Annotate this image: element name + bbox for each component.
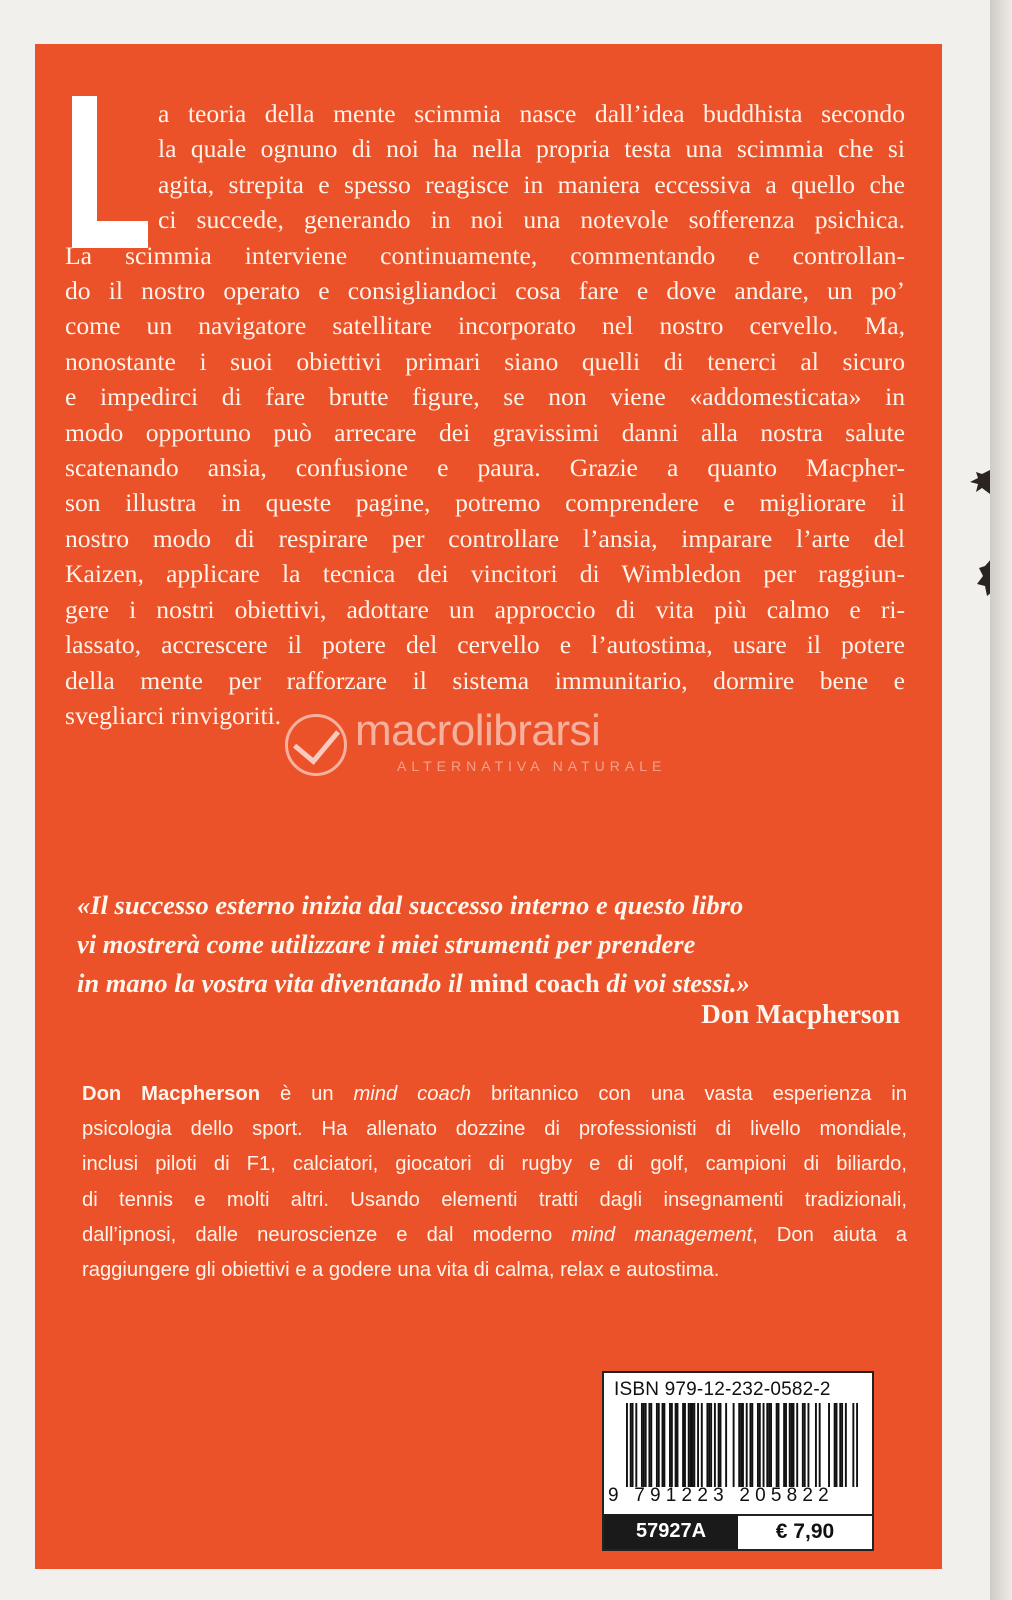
barcode-bars — [626, 1403, 858, 1487]
bio-line — [82, 1218, 907, 1253]
barcode-bar — [733, 1403, 735, 1487]
barcode-bar — [778, 1403, 780, 1487]
bio-fragment: dall’ipnosi, dalle neuroscienze e dal moderno — [82, 1223, 572, 1246]
barcode-bar — [804, 1403, 806, 1487]
bio-line: psicologia dello sport. Ha allenato dozzine di professionisti di livello mondiale, — [82, 1118, 907, 1141]
barcode-bar — [819, 1403, 821, 1487]
intro-line: ci succede, generando in noi una notevole sofferenza psichica. — [158, 205, 905, 235]
intro-line: a teoria della mente scimmia nasce dall’idea buddhista secondo — [158, 99, 905, 128]
barcode-bar — [742, 1403, 744, 1487]
barcode-bar — [697, 1403, 699, 1487]
barcode-bar — [641, 1403, 643, 1487]
quote-line: vi mostrerà come utilizzare i miei strumenti per prendere — [77, 929, 696, 959]
barcode-label — [602, 1371, 874, 1551]
bio-fragment-italic: mind management — [571, 1223, 753, 1246]
intro-line: nostro modo di respirare per controllare l’ansia, imparare l’arte del — [65, 523, 905, 553]
barcode-bar — [841, 1403, 843, 1487]
intro-line: La scimmia interviene continuamente, commentando e controllan- — [65, 240, 905, 270]
barcode-bar — [684, 1403, 686, 1487]
barcode-bar — [706, 1403, 708, 1487]
barcode-bar — [796, 1403, 798, 1487]
quote-fragment-upright: mind coach — [469, 968, 600, 998]
barcode-bar — [776, 1403, 778, 1487]
barcode-bar — [836, 1403, 838, 1487]
bio-line: inclusi piloti di F1, calciatori, giocatori di rugby e di golf, campioni di biliardo, — [82, 1153, 907, 1176]
barcode-bar — [671, 1403, 673, 1487]
barcode-bar — [669, 1403, 671, 1487]
intro-line: son illustra in queste pagine, potremo comprendere e migliorare il — [65, 488, 905, 518]
barcode-bar — [701, 1403, 703, 1487]
barcode-bar — [770, 1403, 772, 1487]
barcode-bar — [768, 1403, 770, 1487]
barcode-bar — [852, 1403, 854, 1487]
macrolibrarsi-watermark — [285, 706, 705, 796]
page-edge-shadow — [990, 0, 1012, 1600]
barcode-bar — [757, 1403, 759, 1487]
quote-line: «Il successo esterno inizia dal successo interno e questo libro — [77, 890, 744, 920]
barcode-bar — [708, 1403, 710, 1487]
intro-line: do il nostro operato e consigliandoci cosa fare e dove andare, un po’ — [65, 276, 905, 306]
barcode-bar — [828, 1403, 830, 1487]
bio-fragment-italic: mind coach — [353, 1083, 472, 1105]
watermark-name: macrolibrarsi — [355, 706, 601, 755]
barcode-bar — [834, 1403, 836, 1487]
edge-silhouette-icon — [968, 468, 990, 498]
barcode-bar — [691, 1403, 693, 1487]
barcode-bar — [759, 1403, 761, 1487]
barcode-bar — [677, 1403, 679, 1487]
pull-quote — [77, 886, 907, 1003]
intro-text — [65, 96, 905, 733]
intro-line: gere i nostri obiettivi, adottare un approccio di vita più calmo e ri- — [65, 594, 905, 624]
barcode-bar — [630, 1403, 632, 1487]
bio-fragment: è un — [260, 1083, 354, 1105]
barcode-bar — [645, 1403, 647, 1487]
intro-line: e impedirci di fare brutte figure, se non viene «addomesticata» in — [65, 382, 905, 412]
intro-line: come un navigatore satellitare incorporato nel nostro cervello. Ma, — [65, 311, 905, 341]
orange-panel — [35, 44, 942, 1569]
barcode-bar — [650, 1403, 652, 1487]
barcode-bar — [725, 1403, 727, 1487]
barcode-bar — [688, 1403, 690, 1487]
bio-fragment: , Don aiuta a — [752, 1223, 907, 1246]
barcode-bar — [682, 1403, 684, 1487]
quote-fragment: di voi stessi.» — [599, 968, 750, 998]
intro-line: svegliarci rinvigoriti. — [65, 700, 282, 730]
barcode-bar — [746, 1403, 748, 1487]
product-code: 57927A — [604, 1514, 738, 1549]
intro-line: scatenando ansia, confusione e paura. Grazie a quanto Macpher- — [65, 453, 905, 483]
bio-line: di tennis e molti altri. Usando elementi tratti dagli insegnamenti tradizionali, — [82, 1188, 907, 1211]
barcode-bar — [785, 1403, 787, 1487]
barcode-bar — [845, 1403, 847, 1487]
barcode-bar — [663, 1403, 665, 1487]
bio-line — [82, 1077, 907, 1112]
barcode-bar — [766, 1403, 768, 1487]
barcode-bar — [740, 1403, 742, 1487]
barcode-digits: 9 791223 205822 — [608, 1485, 834, 1506]
isbn-text: ISBN 979-12-232-0582-2 — [614, 1379, 831, 1400]
watermark-tagline: ALTERNATIVA NATURALE — [397, 758, 667, 774]
author-bio — [82, 1077, 907, 1288]
barcode-bar — [791, 1403, 793, 1487]
barcode-bar — [749, 1403, 751, 1487]
barcode-bar — [763, 1403, 765, 1487]
barcode-bar — [648, 1403, 650, 1487]
intro-line: nonostante i suoi obiettivi primari siano quelli di tenerci al sicuro — [65, 346, 905, 376]
quote-author: Don Macpherson — [701, 999, 900, 1029]
intro-line: modo opportuno può arrecare dei gravissimi danni alla nostra salute — [65, 417, 905, 447]
barcode-bar — [856, 1403, 858, 1487]
intro-line: agita, strepita e spesso reagisce in maniera eccessiva a quello che — [158, 169, 905, 199]
barcode-bar — [662, 1403, 664, 1487]
barcode-bar — [658, 1403, 660, 1487]
barcode-bar — [807, 1403, 809, 1487]
barcode-bar — [632, 1403, 634, 1487]
intro-line: lassato, accrescere il potere del cervello e l’autostima, usare il potere — [65, 630, 905, 660]
intro-line: Kaizen, applicare la tecnica dei vincitori di Wimbledon per raggiun- — [65, 559, 905, 589]
intro-line: della mente per rafforzare il sistema immunitario, dormire bene e — [65, 665, 905, 695]
barcode-bar — [690, 1403, 692, 1487]
barcode-bar — [839, 1403, 841, 1487]
intro-line: la quale ognuno di noi ha nella propria testa una scimmia che si — [158, 134, 905, 164]
barcode-bar — [675, 1403, 677, 1487]
barcode-bar — [710, 1403, 712, 1487]
barcode-bar — [789, 1403, 791, 1487]
barcode-bar — [738, 1403, 740, 1487]
barcode-bar — [714, 1403, 716, 1487]
barcode-bar — [783, 1403, 785, 1487]
barcode-bar — [626, 1403, 628, 1487]
barcode-bar — [793, 1403, 795, 1487]
bio-fragment: britannico con una vasta esperienza in — [471, 1083, 907, 1105]
price: € 7,90 — [738, 1514, 872, 1549]
bio-line: raggiungere gli obiettivi e a godere una vita di calma, relax e autostima. — [82, 1259, 720, 1282]
barcode-bar — [693, 1403, 695, 1487]
barcode-bar — [815, 1403, 817, 1487]
barcode-bar — [751, 1403, 753, 1487]
quote-line — [77, 964, 907, 1003]
barcode-bar — [635, 1403, 637, 1487]
barcode-bar — [656, 1403, 658, 1487]
barcode-bar — [802, 1403, 804, 1487]
bio-author-name: Don Macpherson — [82, 1083, 261, 1105]
barcode-bar — [718, 1403, 720, 1487]
barcode-bar — [720, 1403, 722, 1487]
quote-fragment: in mano la vostra vita diventando il — [77, 968, 470, 998]
barcode-bar — [643, 1403, 645, 1487]
